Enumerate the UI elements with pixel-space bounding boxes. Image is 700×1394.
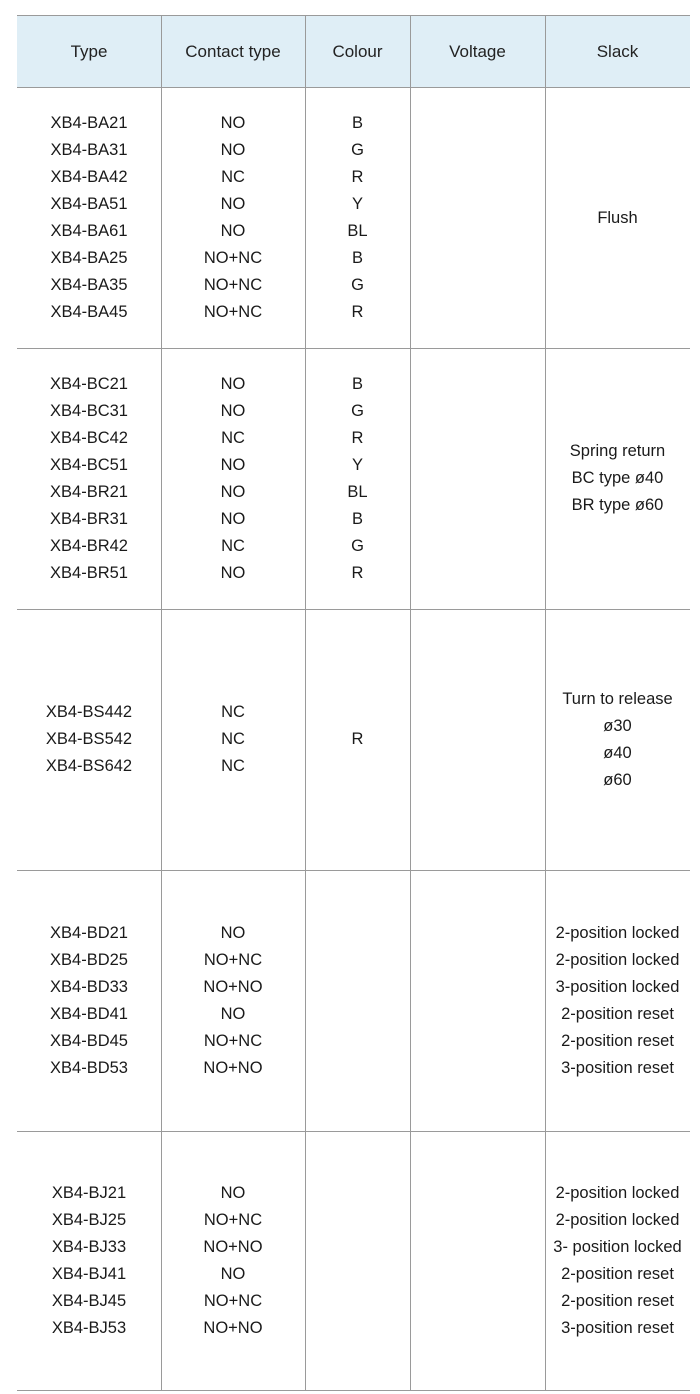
type-cell-line: XB4-BR21 (50, 482, 128, 501)
table-row-group (17, 88, 690, 348)
type-cell-line: XB4-BD41 (50, 1004, 128, 1023)
slack-cell-line: 2-position reset (561, 1264, 674, 1283)
table-row-group (17, 348, 690, 609)
contact-type-cell-line: NC (221, 703, 245, 721)
contact-type-cell-line: NC (221, 428, 245, 447)
contact-type-cell-line: NO (220, 374, 246, 393)
slack-cell-line: 2-position reset (561, 1291, 674, 1310)
contact-type-cell (161, 609, 305, 870)
colour-cell-line: G (351, 276, 364, 294)
slack-cell-line: 3-position locked (555, 977, 680, 996)
slack-cell-line: 3- position locked (553, 1237, 682, 1256)
type-cell-line: XB4-BJ33 (51, 1237, 127, 1256)
type-cell-line: XB4-BR31 (50, 509, 128, 528)
table-row-group (17, 609, 690, 870)
colour-cell-line: B (351, 114, 363, 132)
contact-type-cell-line: NO (220, 455, 246, 474)
colour-cell-line: R (351, 730, 364, 748)
type-cell (17, 348, 161, 609)
type-cell-line: XB4-BS542 (45, 730, 133, 748)
type-cell-line: XB4-BA42 (50, 168, 128, 186)
type-cell-line: XB4-BA31 (50, 141, 128, 159)
contact-type-cell-line: NO+NC (203, 1210, 263, 1229)
contact-type-cell-line: NO (220, 482, 246, 501)
slack-cell-line: 2-position reset (561, 1031, 674, 1050)
slack-cell-line: Turn to release (562, 689, 673, 708)
type-cell-line: XB4-BR51 (50, 563, 128, 582)
colour-cell-line: B (351, 249, 363, 267)
colour-cell (305, 348, 410, 609)
slack-cell-line: ø40 (603, 743, 632, 762)
type-cell-line: XB4-BA51 (50, 195, 128, 213)
type-cell-line: XB4-BD21 (50, 923, 128, 942)
contact-type-cell-line: NO (220, 1004, 246, 1023)
type-cell-line: XB4-BC42 (50, 428, 128, 447)
contact-type-cell-line: NC (221, 757, 245, 775)
contact-type-cell-line: NO (220, 1264, 246, 1283)
slack-cell (545, 609, 690, 870)
table-row-group (17, 870, 690, 1131)
contact-type-cell-line: NO (220, 141, 246, 159)
colour-cell-line: R (351, 303, 364, 321)
type-cell-line: XB4-BJ45 (51, 1291, 127, 1310)
colour-cell-line: BL (347, 222, 368, 240)
slack-cell-line: ø60 (603, 770, 632, 789)
slack-cell (545, 870, 690, 1131)
colour-cell-line: R (351, 563, 364, 582)
header-colour: Colour (332, 41, 383, 61)
contact-type-cell-line: NO+NC (203, 303, 263, 321)
header-slack: Slack (596, 41, 639, 61)
type-cell-line: XB4-BC51 (50, 455, 128, 474)
type-cell (17, 88, 161, 348)
colour-cell (305, 1131, 410, 1390)
header-type: Type (70, 41, 108, 61)
contact-type-cell-line: NO+NC (203, 249, 263, 267)
slack-cell-line: BC type ø40 (571, 469, 664, 487)
slack-cell-line: 3-position reset (561, 1318, 674, 1337)
colour-cell (305, 870, 410, 1131)
contact-type-cell-line: NO (220, 563, 246, 582)
colour-cell-line: B (351, 509, 363, 528)
slack-cell-line: ø30 (603, 716, 632, 735)
colour-cell-line: R (351, 168, 364, 186)
header-contact-type: Contact type (185, 41, 281, 61)
contact-type-cell-line: NC (221, 536, 245, 555)
type-cell-line: XB4-BA45 (50, 303, 128, 321)
contact-type-cell-line: NO (220, 1183, 246, 1202)
header-voltage: Voltage (449, 41, 506, 61)
contact-type-cell-line: NO+NO (203, 1058, 263, 1077)
slack-cell-line: 2-position locked (555, 1183, 680, 1202)
contact-type-cell-line: NO+NO (203, 1318, 263, 1337)
contact-type-cell-line: NO (220, 401, 246, 420)
type-cell-line: XB4-BS442 (45, 703, 133, 721)
contact-type-cell-line: NC (221, 168, 245, 186)
colour-cell-line: B (351, 374, 363, 393)
contact-type-cell-line: NO (220, 509, 246, 528)
contact-type-cell (161, 348, 305, 609)
slack-cell (545, 88, 690, 348)
colour-cell (305, 88, 410, 348)
contact-type-cell-line: NO+NO (203, 1237, 263, 1256)
contact-type-cell-line: NO+NO (203, 977, 263, 996)
type-cell (17, 609, 161, 870)
slack-cell-line: 2-position locked (555, 923, 680, 942)
contact-type-cell-line: NO (220, 923, 246, 942)
colour-cell (305, 609, 410, 870)
type-cell-line: XB4-BD45 (50, 1031, 128, 1050)
product-table (17, 15, 690, 1391)
contact-type-cell-line: NO+NC (203, 1031, 263, 1050)
contact-type-cell-line: NC (221, 730, 245, 748)
type-cell-line: XB4-BD25 (50, 950, 128, 969)
slack-cell-line: 2-position reset (561, 1004, 674, 1023)
type-cell-line: XB4-BD33 (50, 977, 128, 996)
type-cell-line: XB4-BA35 (50, 276, 128, 294)
contact-type-cell-line: NO (220, 195, 246, 213)
colour-cell-line: R (351, 428, 364, 447)
colour-cell-line: G (351, 141, 364, 159)
table-bottom-border (17, 1390, 690, 1391)
type-cell-line: XB4-BS642 (45, 757, 133, 775)
contact-type-cell (161, 1131, 305, 1390)
slack-cell-line: BR type ø60 (571, 496, 664, 514)
slack-cell-line: Spring return (569, 442, 666, 460)
slack-cell (545, 348, 690, 609)
slack-cell-line: 3-position reset (561, 1058, 674, 1077)
contact-type-cell-line: NO (220, 114, 246, 132)
contact-type-cell-line: NO+NC (203, 276, 263, 294)
contact-type-cell (161, 88, 305, 348)
type-cell-line: XB4-BA25 (50, 249, 128, 267)
contact-type-cell-line: NO (220, 222, 246, 240)
colour-cell-line: G (351, 401, 364, 420)
type-cell-line: XB4-BC21 (50, 374, 128, 393)
table-row-group (17, 1131, 690, 1390)
type-cell-line: XB4-BJ41 (51, 1264, 127, 1283)
slack-cell (545, 1131, 690, 1390)
contact-type-cell-line: NO+NC (203, 1291, 263, 1310)
type-cell-line: XB4-BJ21 (51, 1183, 127, 1202)
type-cell (17, 870, 161, 1131)
type-cell-line: XB4-BD53 (50, 1058, 128, 1077)
type-cell-line: XB4-BJ25 (51, 1210, 127, 1229)
colour-cell-line: BL (347, 482, 368, 501)
colour-cell-line: G (351, 536, 364, 555)
slack-cell-line: 2-position locked (555, 950, 680, 969)
slack-cell-line: Flush (597, 208, 638, 227)
type-cell-line: XB4-BC31 (50, 401, 128, 420)
colour-cell-line: Y (351, 195, 363, 213)
contact-type-cell (161, 870, 305, 1131)
colour-cell-line: Y (351, 455, 363, 474)
contact-type-cell-line: NO+NC (203, 950, 263, 969)
type-cell-line: XB4-BA21 (50, 114, 128, 132)
type-cell (17, 1131, 161, 1390)
slack-cell-line: 2-position locked (555, 1210, 680, 1229)
type-cell-line: XB4-BR42 (50, 536, 128, 555)
type-cell-line: XB4-BJ53 (51, 1318, 127, 1337)
type-cell-line: XB4-BA61 (50, 222, 128, 240)
